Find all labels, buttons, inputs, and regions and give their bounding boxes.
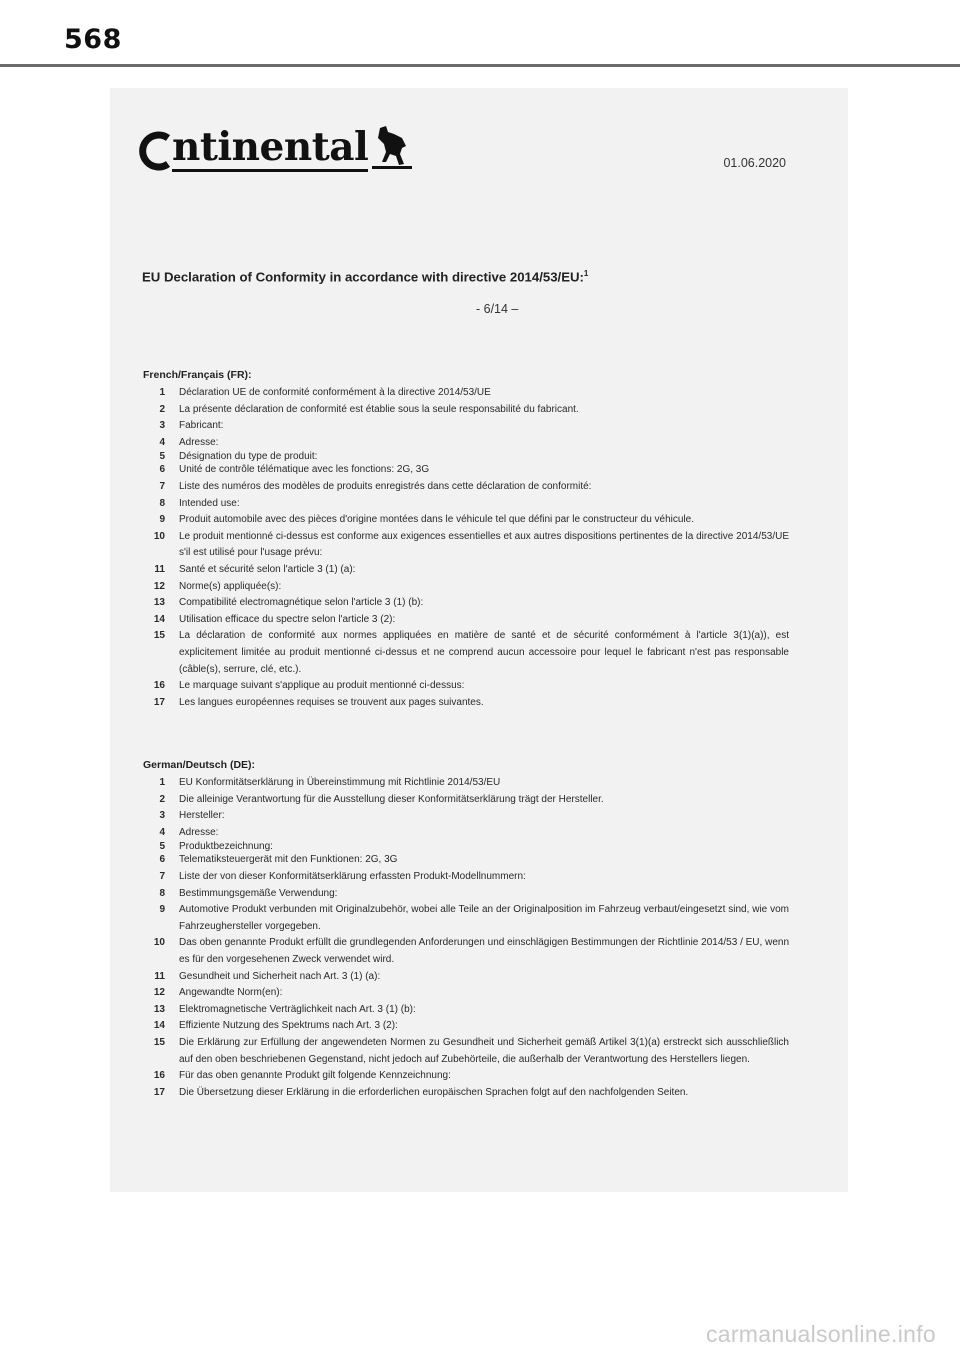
item-text: Liste des numéros des modèles de produits enregistrés dans cette déclaration de conformité: (179, 480, 592, 492)
item-number: 1 (159, 777, 165, 788)
list-item (143, 1018, 789, 1035)
document-date: 01.06.2020 (723, 156, 786, 170)
item-text: Adresse: (179, 826, 219, 838)
page-number: 568 (64, 24, 122, 55)
document-title (142, 269, 588, 284)
item-number: 14 (153, 613, 165, 625)
item-text: La déclaration de conformité aux normes appliquées en matière de santé et de sécurité conformément à l'article 3(1)(a)), est explicitement limitée au produit mentionné ci-dessus et ne comprend aucun accessoire pour lequel le fabricant n'est pas responsable (câble(s), serrure, clé, etc.). (179, 630, 789, 675)
page-indicator: - 6/14 – (476, 302, 519, 316)
list-item (143, 435, 789, 452)
item-number: 2 (159, 403, 165, 415)
horse-icon (372, 124, 412, 170)
item-text: Für das oben genannte Produkt gilt folgende Kennzeichnung: (179, 1070, 451, 1082)
list-item (143, 886, 789, 903)
list-item (143, 1002, 789, 1019)
item-text: Produit automobile avec des pièces d'origine montées dans le véhicule tel que défini par le constructeur du véhicule. (179, 514, 694, 526)
item-number: 3 (159, 420, 165, 432)
section-heading: German/Deutsch (DE): (143, 759, 256, 771)
item-text: Déclaration UE de conformité conformément à la directive 2014/53/UE (179, 387, 491, 398)
item-text: Adresse: (179, 436, 219, 448)
item-number: 13 (153, 597, 165, 609)
item-text: Le produit mentionné ci-dessus est conforme aux exigences essentielles et aux autres dispositions pertinentes de la directive 2014/53/UE s'il est utilisé pour l'usage prévu: (179, 530, 789, 559)
declaration-document (110, 88, 848, 1192)
item-text: Bestimmungsgemäße Verwendung: (179, 887, 338, 899)
list-item (143, 825, 789, 842)
list-item (143, 1085, 789, 1102)
item-text: Elektromagnetische Verträglichkeit nach Art. 3 (1) (b): (179, 1003, 416, 1015)
item-number: 9 (159, 904, 165, 916)
list-item (143, 418, 789, 435)
item-text: Das oben genannte Produkt erfüllt die grundlegenden Anforderungen und einschlägigen Bestimmungen der Richtlinie 2014/53 / EU, wenn es für den vorgesehenen Zweck verwendet wird. (179, 937, 789, 965)
item-text: Utilisation efficace du spectre selon l'article 3 (2): (179, 613, 396, 625)
item-number: 10 (153, 530, 165, 542)
item-number: 4 (159, 826, 165, 838)
section-german (143, 759, 789, 1101)
item-text: La présente déclaration de conformité est établie sous la seule responsabilité du fabricant. (179, 403, 579, 415)
item-text: Santé et sécurité selon l'article 3 (1) (a): (179, 563, 356, 575)
item-text: Effiziente Nutzung des Spektrums nach Art. 3 (2): (179, 1020, 398, 1032)
list-item (143, 496, 789, 513)
continental-c-icon (138, 130, 172, 172)
item-number: 3 (159, 810, 165, 822)
list-item (143, 969, 789, 986)
item-text: Fabricant: (179, 420, 224, 432)
item-number: 9 (159, 514, 165, 526)
item-text: Die Übersetzung dieser Erklärung in die erforderlichen europäischen Sprachen folgt auf den nachfolgenden Seiten. (179, 1086, 689, 1098)
item-number: 17 (153, 1086, 165, 1098)
list-item (143, 792, 789, 809)
list-item (143, 695, 789, 712)
item-number: 16 (153, 680, 165, 692)
item-text: Désignation du type de produit: (179, 451, 318, 463)
item-number: 12 (153, 580, 165, 592)
list-item (143, 385, 789, 402)
item-number: 8 (159, 887, 165, 899)
list-item (143, 1035, 789, 1068)
document-title-text: EU Declaration of Conformity in accordance with directive 2014/53/EU: (142, 269, 584, 285)
list-item (143, 562, 789, 579)
list-item (143, 479, 789, 496)
continental-logo (138, 124, 412, 172)
item-number: 2 (159, 793, 165, 805)
item-text: Gesundheit und Sicherheit nach Art. 3 (1) (a): (179, 970, 381, 982)
list-item (143, 852, 789, 869)
list-item (143, 902, 789, 935)
item-text: Les langues européennes requises se trouvent aux pages suivantes. (179, 696, 484, 708)
item-number: 11 (154, 563, 165, 575)
header-divider (0, 64, 960, 67)
item-number: 14 (153, 1020, 165, 1032)
item-text: Telematiksteuergerät mit den Funktionen: 2G, 3G (179, 854, 398, 866)
item-text: Unité de contrôle télématique avec les fonctions: 2G, 3G (179, 464, 430, 476)
item-text: Liste der von dieser Konformitätserklärung erfassten Produkt-Modellnummern: (179, 870, 526, 882)
list-item (143, 678, 789, 695)
list-item (143, 402, 789, 419)
list-item (143, 841, 789, 852)
item-text: Produktbezeichnung: (179, 841, 273, 853)
list-item (143, 935, 789, 968)
item-number: 16 (153, 1070, 165, 1082)
list-item (143, 1068, 789, 1085)
list-item (143, 985, 789, 1002)
section-heading: French/Français (FR): (143, 369, 252, 381)
item-text: Norme(s) appliquée(s): (179, 580, 282, 592)
item-text: Le marquage suivant s'applique au produit mentionné ci-dessus: (179, 680, 465, 692)
section-french (143, 369, 789, 711)
list-item (143, 808, 789, 825)
item-text: EU Konformitätserklärung in Übereinstimmung mit Richtlinie 2014/53/EU (179, 777, 501, 788)
list-item (143, 529, 789, 562)
item-number: 8 (159, 497, 165, 509)
item-number: 15 (153, 630, 165, 642)
item-text: Angewandte Norm(en): (179, 987, 283, 999)
item-number: 15 (153, 1036, 165, 1048)
list-item (143, 775, 789, 792)
item-number: 5 (159, 841, 165, 853)
item-number: 7 (159, 480, 165, 492)
list-item (143, 595, 789, 612)
title-footnote: 1 (583, 269, 589, 278)
list-item (143, 579, 789, 596)
list-item (143, 612, 789, 629)
item-number: 11 (154, 970, 165, 982)
item-number: 1 (159, 387, 165, 398)
watermark: carmanualsonline.info (705, 1321, 936, 1347)
item-text: Compatibilité electromagnétique selon l'article 3 (1) (b): (179, 597, 424, 609)
list-item (143, 512, 789, 529)
item-number: 12 (153, 987, 165, 999)
item-number: 6 (159, 854, 165, 866)
item-number: 5 (159, 451, 165, 463)
item-number: 17 (153, 696, 165, 708)
item-number: 10 (153, 937, 165, 949)
list-item (143, 451, 789, 462)
item-text: Automotive Produkt verbunden mit Originalzubehör, wobei alle Teile an der Originalposition im Fahrzeug verbaut/eingesetzt sind, wie vom Fahrzeughersteller vorgegeben. (179, 904, 789, 932)
item-number: 7 (159, 870, 165, 882)
item-text: Die alleinige Verantwortung für die Ausstellung dieser Konformitätserklärung trägt der Hersteller. (179, 793, 604, 805)
logo-wordmark: ntinental (172, 124, 369, 170)
item-number: 6 (159, 464, 165, 476)
item-text: Hersteller: (179, 810, 225, 822)
item-number: 13 (153, 1003, 165, 1015)
list-item (143, 628, 789, 678)
item-number: 4 (159, 436, 165, 448)
item-text: Intended use: (179, 497, 240, 509)
item-text: Die Erklärung zur Erfüllung der angewendeten Normen zu Gesundheit und Sicherheit gemäß Artikel 3(1)(a) erstreckt sich ausschließlich auf den oben beschriebenen Gegenstand, nicht jedoch auf Zubehörteile, die außerhalb der Verantwortung des Herstellers liegen. (179, 1036, 789, 1065)
list-item (143, 869, 789, 886)
list-item (143, 462, 789, 479)
